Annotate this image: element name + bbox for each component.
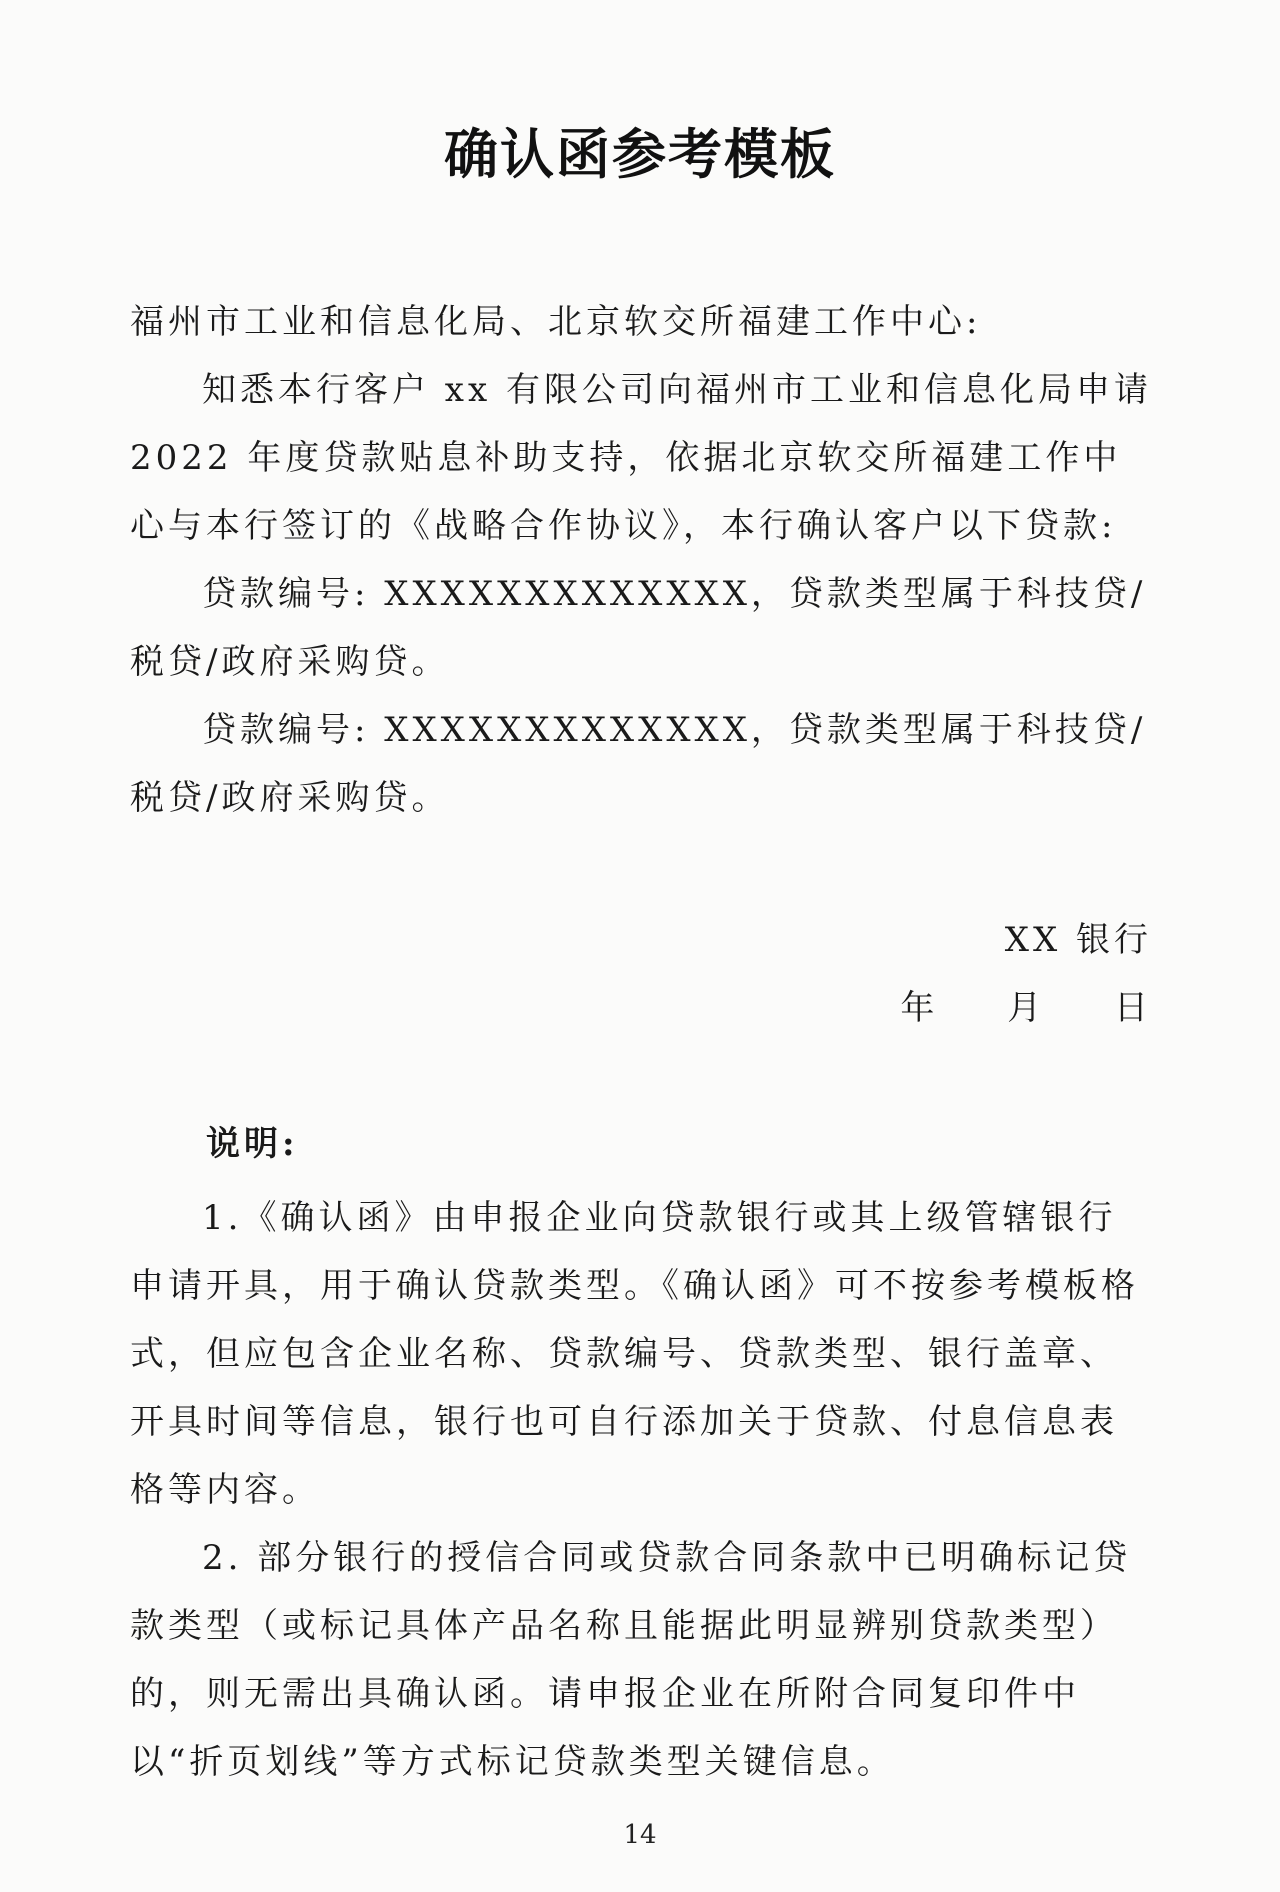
date-year-label: 年 [900, 988, 939, 1028]
main-paragraph-text: 知悉本行客户 xx 有限公司向福州市工业和信息化局申请 2022 年度贷款贴息补助支持，依据北京软交所福建工作中心与本行签订的《战略合作协议》，本行确认客户以下贷款: [130, 370, 1152, 546]
page-number: 14 [623, 1820, 657, 1850]
loan-item-1 [130, 560, 1152, 696]
loan-item-2 [130, 696, 1152, 832]
signature-bank: XX 银行 [1004, 920, 1152, 960]
notes-heading: 说明: [206, 1124, 299, 1164]
note-item-2: 2. 部分银行的授信合同或贷款合同条款中已明确标记贷款类型（或标记具体产品名称且能据此明显辨别贷款类型）的，则无需出具确认函。请申报企业在所附合同复印件中以“折页划线”等方式标记贷款类型关键信息。 [130, 1538, 1132, 1782]
signature-date [900, 980, 1152, 1029]
notes-section [130, 1184, 1152, 1796]
main-paragraph [130, 356, 1152, 560]
loan-item-text: 贷款编号: XXXXXXXXXXXXX，贷款类型属于科技贷/税贷/政府采购贷。 [130, 710, 1147, 818]
salutation [130, 288, 1152, 356]
document-title: 确认函参考模板 [444, 122, 836, 186]
note-item-1: 1.《确认函》由申报企业向贷款银行或其上级管辖银行申请开具，用于确认贷款类型。《确认函》可不按参考模板格式，但应包含企业名称、贷款编号、贷款类型、银行盖章、开具时间等信息，银行也可自行添加关于贷款、付息信息表格等内容。 [130, 1198, 1139, 1510]
date-month-label: 月 [1007, 988, 1046, 1028]
salutation-text: 福州市工业和信息化局、北京软交所福建工作中心: [130, 302, 982, 342]
loan-item-text: 贷款编号: XXXXXXXXXXXXX，贷款类型属于科技贷/税贷/政府采购贷。 [130, 574, 1147, 682]
date-day-label: 日 [1114, 988, 1152, 1028]
